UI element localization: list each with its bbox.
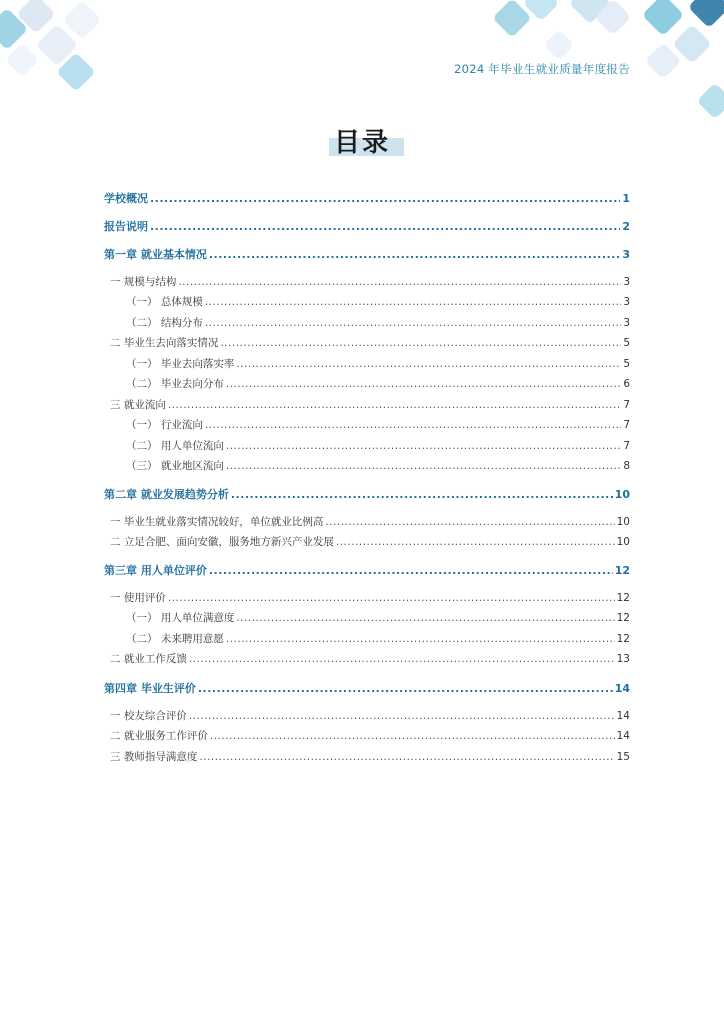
toc-subsection-entry[interactable] — [104, 438, 630, 453]
toc-leader-dots — [198, 682, 613, 695]
toc-page-number: 15 — [616, 751, 630, 763]
toc-entry-label: （一） 毕业去向落实率 — [126, 358, 235, 370]
toc-section-entry[interactable] — [104, 534, 630, 549]
toc-subsection-entry[interactable] — [104, 458, 630, 473]
toc-page-number: 3 — [622, 248, 630, 261]
toc-section-entry[interactable] — [104, 728, 630, 743]
decorative-tile — [688, 0, 724, 28]
toc-leader-dots — [189, 710, 615, 722]
toc-entry-label: 第三章 用人单位评价 — [104, 564, 207, 577]
toc-entry-label: 一 使用评价 — [110, 592, 166, 604]
toc-entry-label: 一 校友综合评价 — [110, 710, 187, 722]
toc-page-number: 3 — [623, 317, 630, 329]
toc-entry-label: 二 就业服务工作评价 — [110, 730, 208, 742]
toc-leader-dots — [168, 592, 615, 604]
toc-page-number: 2 — [622, 220, 630, 233]
toc-entry-label: 二 就业工作反馈 — [110, 653, 187, 665]
decorative-tile — [697, 83, 724, 120]
toc-page-number: 1 — [622, 192, 630, 205]
toc-entry-label: 报告说明 — [104, 220, 148, 233]
toc-section-entry[interactable] — [104, 397, 630, 412]
toc-section-entry[interactable] — [104, 749, 630, 764]
toc-entry-label: （二） 毕业去向分布 — [126, 378, 224, 390]
toc-page-number: 3 — [623, 276, 630, 288]
toc-leader-dots — [220, 337, 621, 349]
toc-subsection-entry[interactable] — [104, 356, 630, 371]
toc-page-number: 10 — [616, 516, 630, 528]
decorative-tile — [543, 29, 574, 60]
toc-subsection-entry[interactable] — [104, 417, 630, 432]
decorative-tile — [5, 43, 39, 77]
toc-page-number: 6 — [623, 378, 630, 390]
toc-section-entry[interactable] — [104, 335, 630, 350]
toc-chapter-entry[interactable] — [104, 486, 630, 502]
toc-page-number: 7 — [623, 419, 630, 431]
toc-leader-dots — [199, 751, 614, 763]
toc-entry-label: 三 教师指导满意度 — [110, 751, 198, 763]
toc-page-number: 10 — [616, 536, 630, 548]
toc-section-entry[interactable] — [104, 590, 630, 605]
toc-entry-label: （一） 行业流向 — [126, 419, 203, 431]
toc-page-number: 14 — [614, 682, 630, 695]
toc-page-number: 12 — [616, 612, 630, 624]
toc-entry-label: （三） 就业地区流向 — [126, 460, 224, 472]
toc-page-number: 12 — [616, 592, 630, 604]
toc-section-entry[interactable] — [104, 651, 630, 666]
toc-page-number: 3 — [623, 296, 630, 308]
decorative-tile — [62, 0, 102, 40]
toc-page-number: 7 — [623, 399, 630, 411]
toc-leader-dots — [150, 220, 620, 233]
toc-entry-label: 二 立足合肥、面向安徽，服务地方新兴产业发展 — [110, 536, 334, 548]
toc-leader-dots — [231, 488, 613, 501]
toc-entry-label: （二） 结构分布 — [126, 317, 203, 329]
toc-entry-label: 二 毕业生去向落实情况 — [110, 337, 219, 349]
toc-entry-label: 一 毕业生就业落实情况较好，单位就业比例高 — [110, 516, 324, 528]
toc-leader-dots — [226, 460, 621, 472]
toc-page-number: 5 — [623, 337, 630, 349]
toc-leader-dots — [236, 612, 614, 624]
toc-page-number: 5 — [623, 358, 630, 370]
title-container — [0, 122, 724, 159]
toc-subsection-entry[interactable] — [104, 610, 630, 625]
toc-subsection-entry[interactable] — [104, 294, 630, 309]
toc-page-number: 14 — [616, 730, 630, 742]
toc-entry-label: 第一章 就业基本情况 — [104, 248, 207, 261]
toc-chapter-entry[interactable] — [104, 246, 630, 262]
toc-leader-dots — [236, 358, 621, 370]
toc-subsection-entry[interactable] — [104, 376, 630, 391]
toc-leader-dots — [205, 296, 621, 308]
decorative-tile — [642, 0, 684, 36]
toc-page-number: 7 — [623, 440, 630, 452]
toc-section-entry[interactable] — [104, 514, 630, 529]
toc-entry-label: （二） 未来聘用意愿 — [126, 633, 224, 645]
toc-entry-label: 三 就业流向 — [110, 399, 166, 411]
toc-entry-label: 第四章 毕业生评价 — [104, 682, 196, 695]
toc-chapter-entry[interactable] — [104, 218, 630, 234]
toc-page-number: 13 — [616, 653, 630, 665]
toc-leader-dots — [150, 192, 620, 205]
toc-page-number: 8 — [623, 460, 630, 472]
toc-subsection-entry[interactable] — [104, 631, 630, 646]
toc-leader-dots — [189, 653, 615, 665]
toc-leader-dots — [226, 633, 615, 645]
toc-section-entry[interactable] — [104, 708, 630, 723]
toc-leader-dots — [210, 730, 615, 742]
toc-page-number: 14 — [616, 710, 630, 722]
toc-entry-label: 学校概况 — [104, 192, 148, 205]
toc-page-number: 10 — [614, 488, 630, 501]
toc-page-number: 12 — [616, 633, 630, 645]
toc-leader-dots — [226, 440, 621, 452]
toc-section-entry[interactable] — [104, 274, 630, 289]
toc-leader-dots — [178, 276, 621, 288]
toc-subsection-entry[interactable] — [104, 315, 630, 330]
toc-leader-dots — [209, 248, 621, 261]
toc-leader-dots — [226, 378, 621, 390]
report-header-title: 2024 年毕业生就业质量年度报告 — [453, 62, 630, 76]
toc-entry-label: （一） 用人单位满意度 — [126, 612, 235, 624]
toc-leader-dots — [209, 564, 613, 577]
toc-entry-label: （二） 用人单位流向 — [126, 440, 224, 452]
toc-leader-dots — [205, 419, 621, 431]
toc-chapter-entry[interactable] — [104, 680, 630, 696]
toc-leader-dots — [168, 399, 621, 411]
toc-leader-dots — [325, 516, 614, 528]
toc-page-number: 12 — [614, 564, 630, 577]
page-title: 目录 — [333, 128, 390, 158]
toc-leader-dots — [336, 536, 615, 548]
toc-leader-dots — [205, 317, 621, 329]
toc-chapter-entry[interactable] — [104, 190, 630, 206]
toc-entry-label: 第二章 就业发展趋势分析 — [104, 488, 229, 501]
toc-chapter-entry[interactable] — [104, 562, 630, 578]
toc-entry-label: 一 规模与结构 — [110, 276, 177, 288]
toc-entry-label: （一） 总体规模 — [126, 296, 203, 308]
